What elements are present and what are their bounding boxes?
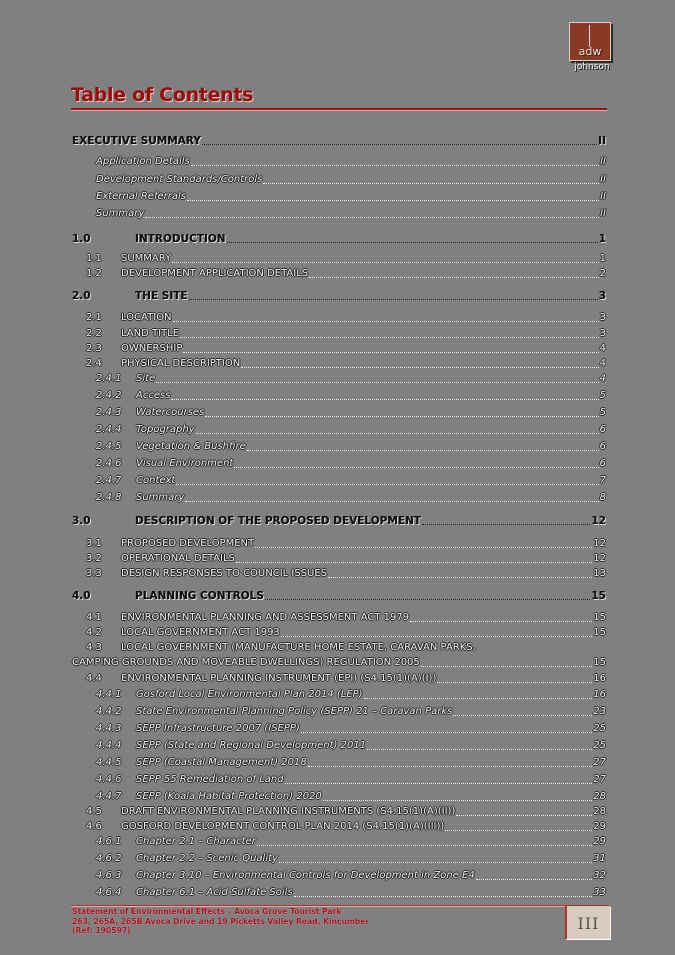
footer-site-address: 263, 265A, 265B Avoca Drive and 19 Picketts Valley Road, Kincumber	[72, 916, 370, 926]
toc-entry[interactable]	[96, 791, 606, 803]
toc-entry-page: 4	[599, 358, 606, 369]
dot-leader	[255, 539, 592, 548]
toc-entry-page: 3	[599, 328, 606, 339]
toc-entry-page: 32	[593, 870, 606, 881]
dot-leader	[309, 269, 599, 278]
dot-leader	[227, 234, 598, 243]
toc-entry-page: 28	[593, 806, 606, 817]
toc-entry-label: PLANNING CONTROLS	[135, 590, 264, 602]
toc-entry-number: 4.6.2	[96, 853, 122, 864]
toc-entry-number: 3.3	[86, 568, 102, 579]
toc-entry-label: SEPP (State and Regional Development) 2011	[136, 740, 367, 751]
toc-entry-page: 23	[593, 706, 606, 717]
page-title: Table of Contents	[71, 84, 254, 106]
toc-entry[interactable]	[86, 821, 606, 833]
dot-leader	[285, 775, 593, 784]
dot-leader	[279, 854, 592, 863]
toc-entry[interactable]	[86, 612, 606, 624]
toc-entry[interactable]	[86, 806, 606, 818]
toc-entry-number: 2.4.7	[96, 475, 122, 486]
toc-entry-number: 1.0	[72, 233, 91, 245]
toc-entry-label: Development Standards/Controls	[96, 174, 263, 185]
toc-entry[interactable]	[96, 836, 606, 848]
toc-entry-page: 31	[593, 853, 606, 864]
toc-entry-number: 4.4.6	[96, 774, 122, 785]
page-number: III	[577, 914, 600, 933]
dot-leader	[205, 408, 598, 417]
dot-leader	[263, 175, 599, 184]
toc-entry[interactable]	[96, 887, 606, 899]
toc-entry-number: 4.2	[86, 627, 102, 638]
toc-entry-label: Chapter 2.1 – Character	[136, 836, 256, 847]
toc-entry[interactable]	[86, 642, 606, 654]
toc-entry[interactable]	[86, 627, 606, 639]
toc-entry-label: Visual Environment	[136, 458, 234, 469]
toc-entry-page: II	[600, 156, 606, 167]
toc-entry-label: EXECUTIVE SUMMARY	[72, 135, 201, 147]
toc-entry[interactable]	[72, 515, 606, 527]
toc-entry-label: Vegetation & Bushfire	[136, 441, 246, 452]
toc-entry[interactable]	[96, 757, 606, 769]
toc-entry-label: Chapter 2.2 – Scenic Quality	[136, 853, 278, 864]
toc-entry-page: 4	[599, 343, 606, 354]
toc-entry[interactable]	[96, 390, 606, 402]
toc-entry-number: 4.3	[86, 642, 102, 653]
toc-entry-label: GOSFORD DEVELOPMENT CONTROL PLAN 2014 (S4.15(1)(A)(III))	[121, 821, 445, 832]
toc-entry[interactable]	[96, 689, 606, 701]
toc-entry-page: 4	[599, 373, 606, 384]
dot-leader	[364, 690, 593, 699]
toc-entry[interactable]	[72, 290, 606, 302]
toc-entry[interactable]	[96, 853, 606, 865]
toc-entry-label: SEPP (Coastal Management) 2018	[136, 757, 307, 768]
logo-mark	[569, 22, 611, 61]
toc-entry-page: 16	[593, 673, 606, 684]
toc-entry-label: ENVIRONMENTAL PLANNING INSTRUMENT (EPI) (S4.15(1)(A)(I))	[121, 673, 437, 684]
dot-leader	[196, 425, 599, 434]
dot-leader	[180, 329, 599, 338]
toc-entry-label: SEPP 55 Remediation of Land	[136, 774, 284, 785]
toc-entry[interactable]	[72, 233, 606, 245]
toc-entry-page: 12	[593, 538, 606, 549]
dot-leader	[328, 569, 592, 578]
footer-divider	[71, 905, 609, 906]
toc-entry-label: THE SITE	[135, 290, 188, 302]
toc-entry-number: 3.0	[72, 515, 91, 527]
toc-entry-label: External Referrals	[96, 191, 186, 202]
toc-entry[interactable]	[86, 253, 606, 265]
footer-document-info	[72, 907, 369, 936]
toc-entry-page: 28	[593, 791, 606, 802]
toc-entry[interactable]	[96, 458, 606, 470]
toc-entry[interactable]	[86, 312, 606, 324]
dot-leader	[281, 628, 592, 637]
toc-entry-page: 6	[599, 458, 606, 469]
dot-leader	[294, 888, 593, 897]
toc-entry-number: 2.4.4	[96, 424, 122, 435]
toc-entry-label: INTRODUCTION	[135, 233, 226, 245]
toc-entry-label: ENVIRONMENTAL PLANNING AND ASSESSMENT ACT 1979	[121, 612, 410, 623]
toc-entry-number: 2.0	[72, 290, 91, 302]
dot-leader	[410, 613, 592, 622]
toc-entry-page: 25	[593, 740, 606, 751]
toc-entry[interactable]	[96, 441, 606, 453]
toc-entry-number: 4.4.3	[96, 723, 122, 734]
toc-entry-label: DEVELOPMENT APPLICATION DETAILS	[121, 268, 309, 279]
toc-entry[interactable]	[96, 407, 606, 419]
toc-entry[interactable]	[72, 590, 606, 602]
toc-entry-label: Access	[136, 390, 171, 401]
toc-entry-label: Chapter 6.1 – Acid Sulfate Soils	[136, 887, 293, 898]
dot-leader	[173, 313, 599, 322]
toc-entry-page: 3	[599, 312, 606, 323]
toc-entry-number: 4.0	[72, 590, 91, 602]
toc-entry[interactable]	[96, 740, 606, 752]
toc-entry-number: 4.6.3	[96, 870, 122, 881]
toc-entry-page: 6	[599, 441, 606, 452]
toc-entry-page: II	[598, 135, 606, 147]
toc-entry-label: OWNERSHIP	[121, 343, 183, 354]
toc-entry-number: 4.4.4	[96, 740, 122, 751]
footer-document-title: Statement of Environmental Effects – Avoca Grove Tourist Park	[72, 907, 342, 916]
toc-entry[interactable]	[96, 870, 606, 882]
toc-entry[interactable]	[96, 723, 606, 735]
dot-leader	[445, 822, 592, 831]
dot-leader	[156, 374, 598, 383]
toc-entry-number: 4.6	[86, 821, 102, 832]
toc-entry-page: 29	[593, 821, 606, 832]
dot-leader	[437, 674, 592, 683]
toc-entry-page: 13	[593, 568, 606, 579]
toc-entry-page: 3	[598, 290, 606, 302]
toc-entry-number: 2.2	[86, 328, 102, 339]
toc-entry[interactable]	[96, 191, 606, 203]
toc-entry-label: LOCAL GOVERNMENT (MANUFACTURE HOME ESTATE, CARAVAN PARKS,	[121, 642, 476, 653]
toc-entry-page: 7	[599, 475, 606, 486]
toc-entry-number: 1.2	[86, 268, 102, 279]
dot-leader	[145, 209, 599, 218]
toc-entry[interactable]	[86, 358, 606, 370]
dot-leader	[176, 476, 598, 485]
toc-entry-page: 29	[593, 836, 606, 847]
toc-entry-number: 2.4.1	[96, 373, 122, 384]
toc-entry-page: 25	[593, 723, 606, 734]
toc-entry-number: 3.2	[86, 553, 102, 564]
toc-entry[interactable]	[96, 475, 606, 487]
logo-mark-text: adw	[578, 45, 602, 58]
toc-entry[interactable]	[96, 208, 606, 220]
dot-leader	[191, 157, 599, 166]
toc-entry-number: 2.4.3	[96, 407, 122, 418]
toc-entry-page: 12	[593, 553, 606, 564]
toc-entry[interactable]	[86, 673, 606, 685]
toc-entry-number: 2.4.5	[96, 441, 122, 452]
toc-entry-number: 4.4.2	[96, 706, 122, 717]
toc-entry[interactable]	[96, 492, 606, 504]
toc-entry-number: 2.4.2	[96, 390, 122, 401]
dot-leader	[453, 707, 592, 716]
dot-leader	[476, 871, 593, 880]
toc-entry-label: SEPP (Koala Habitat Protection) 2020	[136, 791, 322, 802]
toc-entry-page: 27	[593, 757, 606, 768]
toc-entry-label: LOCATION	[121, 312, 172, 323]
toc-entry-number: 4.4.1	[96, 689, 122, 700]
toc-entry-page: 1	[598, 233, 606, 245]
toc-entry[interactable]	[86, 568, 606, 580]
dot-leader	[236, 554, 592, 563]
toc-entry[interactable]	[96, 174, 606, 186]
dot-leader	[234, 459, 598, 468]
toc-entry-number: 4.5	[86, 806, 102, 817]
toc-entry-page: 15	[591, 590, 606, 602]
toc-entry-number: 2.1	[86, 312, 102, 323]
toc-entry-continuation[interactable]	[72, 657, 606, 669]
dot-leader	[172, 254, 598, 263]
toc-entry-label: OPERATIONAL DETAILS	[121, 553, 235, 564]
logo-name: johnson	[574, 62, 610, 72]
dot-leader	[187, 192, 599, 201]
dot-leader	[185, 493, 598, 502]
toc-entry[interactable]	[96, 156, 606, 168]
toc-entry-label: Context	[136, 475, 176, 486]
toc-entry-label: DESIGN RESPONSES TO COUNCIL ISSUES	[121, 568, 328, 579]
toc-entry-number: 4.4.5	[96, 757, 122, 768]
toc-entry-label: Gosford Local Environmental Plan 2014 (LEP)	[136, 689, 363, 700]
toc-entry-page: 33	[593, 887, 606, 898]
toc-entry-number: 4.4.7	[96, 791, 122, 802]
toc-entry-page: 2	[599, 268, 606, 279]
toc-entry-label: State Environmental Planning Policy (SEPP) 21 – Caravan Parks	[136, 706, 453, 717]
toc-entry-number: 2.4	[86, 358, 102, 369]
toc-entry-label: SUMMARY	[121, 253, 172, 264]
toc-entry-page: II	[600, 208, 606, 219]
dot-leader	[308, 758, 593, 767]
toc-entry-label: Summary	[136, 492, 185, 503]
toc-entry-label: SEPP Infrastructure 2007 (ISEPP)	[136, 723, 300, 734]
dot-leader	[301, 724, 592, 733]
toc-entry[interactable]	[86, 553, 606, 565]
toc-entry-label: DRAFT ENVIRONMENTAL PLANNING INSTRUMENTS (S4.15(1)(A)(II))	[121, 806, 456, 817]
dot-leader	[421, 658, 592, 667]
toc-entry-page: II	[600, 191, 606, 202]
toc-entry-page: 27	[593, 774, 606, 785]
toc-entry-number: 2.4.6	[96, 458, 122, 469]
toc-entry-number: 1.1	[86, 253, 102, 264]
toc-entry[interactable]	[86, 328, 606, 340]
toc-entry-label: PROPOSED DEVELOPMENT	[121, 538, 255, 549]
toc-entry[interactable]	[86, 343, 606, 355]
toc-entry-label: Topography	[136, 424, 195, 435]
dot-leader	[422, 516, 590, 525]
footer-reference: (Ref: 190597)	[72, 926, 131, 935]
toc-entry-label: LAND TITLE	[121, 328, 180, 339]
toc-entry-number: 2.4.8	[96, 492, 122, 503]
page-number-box	[565, 906, 610, 939]
dot-leader	[171, 391, 598, 400]
title-divider	[71, 108, 607, 110]
toc-entry[interactable]	[96, 706, 606, 718]
toc-entry[interactable]	[96, 424, 606, 436]
dot-leader	[257, 837, 592, 846]
dot-leader	[323, 792, 592, 801]
dot-leader	[183, 344, 598, 353]
toc-entry-page: 6	[599, 424, 606, 435]
toc-entry-page: 5	[599, 390, 606, 401]
logo-divider	[589, 25, 590, 47]
toc-entry[interactable]	[86, 268, 606, 280]
toc-entry-page: 16	[593, 689, 606, 700]
toc-entry-page: 12	[591, 515, 606, 527]
toc-entry-label: Chapter 3.10 – Environmental Controls for Development in Zone E4	[136, 870, 475, 881]
toc-entry-number: 4.6.1	[96, 836, 122, 847]
toc-entry-label: Watercourses	[136, 407, 205, 418]
toc-entry-page: 15	[593, 612, 606, 623]
dot-leader	[241, 359, 598, 368]
toc-entry-number: 4.4	[86, 673, 102, 684]
toc-entry-number: 2.3	[86, 343, 102, 354]
toc-entry-label: LOCAL GOVERNMENT ACT 1993	[121, 627, 280, 638]
dot-leader	[265, 591, 590, 600]
company-logo	[569, 22, 613, 72]
dot-leader	[202, 136, 597, 145]
toc-entry-label: Application Details	[96, 156, 190, 167]
dot-leader	[247, 442, 599, 451]
toc-entry-label: PHYSICAL DESCRIPTION	[121, 358, 241, 369]
toc-entry-label: DESCRIPTION OF THE PROPOSED DEVELOPMENT	[135, 515, 421, 527]
toc-entry-number: 4.1	[86, 612, 102, 623]
dot-leader	[189, 291, 598, 300]
toc-entry-label-continued: CAMPING GROUNDS AND MOVEABLE DWELLINGS) REGULATION 2005	[72, 657, 420, 668]
toc-entry-number: 4.6.4	[96, 887, 122, 898]
toc-entry-number: 3.1	[86, 538, 102, 549]
dot-leader	[367, 741, 592, 750]
toc-entry-page: II	[600, 174, 606, 185]
toc-entry[interactable]	[96, 774, 606, 786]
toc-entry-label: Site	[136, 373, 156, 384]
toc-entry-page: 1	[599, 253, 606, 264]
toc-entry[interactable]	[86, 538, 606, 550]
toc-entry-page: 8	[599, 492, 606, 503]
dot-leader	[456, 807, 592, 816]
toc-entry[interactable]	[72, 135, 606, 147]
toc-entry-label: Summary	[96, 208, 145, 219]
toc-entry-page: 15	[593, 627, 606, 638]
toc-entry-page: 15	[593, 657, 606, 668]
toc-entry[interactable]	[96, 373, 606, 385]
toc-entry-page: 5	[599, 407, 606, 418]
